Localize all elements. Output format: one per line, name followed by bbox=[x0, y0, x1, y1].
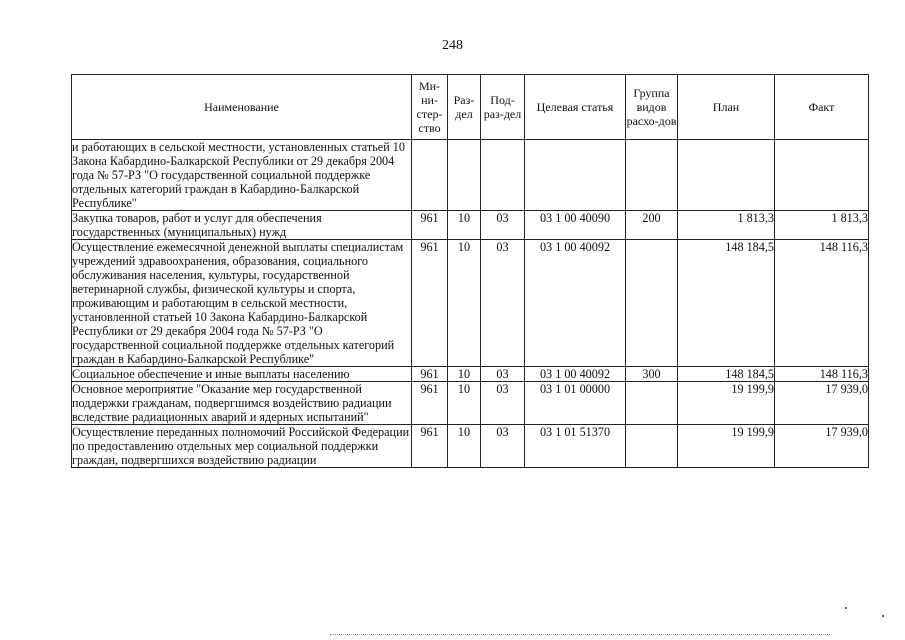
row-name: Закупка товаров, работ и услуг для обеспечения государственных (муниципальных) нужд bbox=[72, 211, 412, 240]
row-fact: 17 939,0 bbox=[775, 425, 869, 468]
row-subsection: 03 bbox=[481, 367, 525, 382]
row-subsection bbox=[481, 140, 525, 211]
row-target: 03 1 00 40092 bbox=[525, 367, 626, 382]
row-ministry bbox=[412, 140, 448, 211]
row-ministry: 961 bbox=[412, 367, 448, 382]
row-name: и работающих в сельской местности, установленных статьей 10 Закона Кабардино-Балкарской Республики от 29 декабря 2004 года № 57-РЗ "О государственной социальной поддержке отдельных категорий граждан в Кабардино-Балкарской Республике" bbox=[72, 140, 412, 211]
row-subsection: 03 bbox=[481, 382, 525, 425]
header-ministry: Ми-ни-стер-ство bbox=[412, 75, 448, 140]
budget-table bbox=[71, 74, 869, 468]
row-section: 10 bbox=[448, 425, 481, 468]
row-plan: 148 184,5 bbox=[678, 240, 775, 367]
row-section bbox=[448, 140, 481, 211]
row-name: Социальное обеспечение и иные выплаты населению bbox=[72, 367, 412, 382]
row-group bbox=[626, 382, 678, 425]
row-section: 10 bbox=[448, 367, 481, 382]
table-header-row bbox=[72, 75, 869, 140]
scan-speck bbox=[882, 615, 884, 617]
row-ministry: 961 bbox=[412, 211, 448, 240]
row-subsection: 03 bbox=[481, 425, 525, 468]
row-plan bbox=[678, 140, 775, 211]
header-section: Раз-дел bbox=[448, 75, 481, 140]
row-target: 03 1 00 40090 bbox=[525, 211, 626, 240]
row-ministry: 961 bbox=[412, 382, 448, 425]
row-group: 300 bbox=[626, 367, 678, 382]
table-row bbox=[72, 425, 869, 468]
row-plan: 19 199,9 bbox=[678, 425, 775, 468]
row-ministry: 961 bbox=[412, 425, 448, 468]
page-number: 248 bbox=[442, 38, 463, 53]
row-fact bbox=[775, 140, 869, 211]
row-ministry: 961 bbox=[412, 240, 448, 367]
row-section: 10 bbox=[448, 382, 481, 425]
row-plan: 1 813,3 bbox=[678, 211, 775, 240]
table-row bbox=[72, 382, 869, 425]
table-row bbox=[72, 367, 869, 382]
row-name: Осуществление переданных полномочий Российской Федерации по предоставлению отдельных мер социальной поддержки граждан, подвергшихся воздействию радиации bbox=[72, 425, 412, 468]
header-plan: План bbox=[678, 75, 775, 140]
table-row bbox=[72, 140, 869, 211]
table-row bbox=[72, 240, 869, 367]
header-target: Целевая статья bbox=[525, 75, 626, 140]
header-fact: Факт bbox=[775, 75, 869, 140]
row-group bbox=[626, 240, 678, 367]
row-fact: 1 813,3 bbox=[775, 211, 869, 240]
row-plan: 148 184,5 bbox=[678, 367, 775, 382]
row-group bbox=[626, 140, 678, 211]
row-name: Осуществление ежемесячной денежной выплаты специалистам учреждений здравоохранения, образования, социального обслуживания населения, культуры, государственной ветеринарной службы, физической культуры и спорта, проживающим и работающим в сельской местности, установленной статьей 10 Закона Кабардино-Балкарской Республики от 29 декабря 2004 года № 57-РЗ "О государственной социальной поддержке отдельных категорий граждан в Кабардино-Балкарской Республике" bbox=[72, 240, 412, 367]
row-fact: 148 116,3 bbox=[775, 240, 869, 367]
scan-speck bbox=[845, 607, 847, 609]
header-name: Наименование bbox=[72, 75, 412, 140]
row-plan: 19 199,9 bbox=[678, 382, 775, 425]
row-fact: 148 116,3 bbox=[775, 367, 869, 382]
row-section: 10 bbox=[448, 240, 481, 367]
row-target: 03 1 00 40092 bbox=[525, 240, 626, 367]
row-target bbox=[525, 140, 626, 211]
header-expense-group: Группа видов расхо-дов bbox=[626, 75, 678, 140]
row-subsection: 03 bbox=[481, 240, 525, 367]
row-group: 200 bbox=[626, 211, 678, 240]
table-row bbox=[72, 211, 869, 240]
row-name: Основное мероприятие "Оказание мер государственной поддержки гражданам, подвергшимся воздействию радиации вследствие радиационных аварий и ядерных испытаний" bbox=[72, 382, 412, 425]
header-subsection: Под-раз-дел bbox=[481, 75, 525, 140]
row-section: 10 bbox=[448, 211, 481, 240]
row-fact: 17 939,0 bbox=[775, 382, 869, 425]
row-subsection: 03 bbox=[481, 211, 525, 240]
row-target: 03 1 01 51370 bbox=[525, 425, 626, 468]
scan-edge-line bbox=[330, 634, 830, 635]
row-target: 03 1 01 00000 bbox=[525, 382, 626, 425]
row-group bbox=[626, 425, 678, 468]
